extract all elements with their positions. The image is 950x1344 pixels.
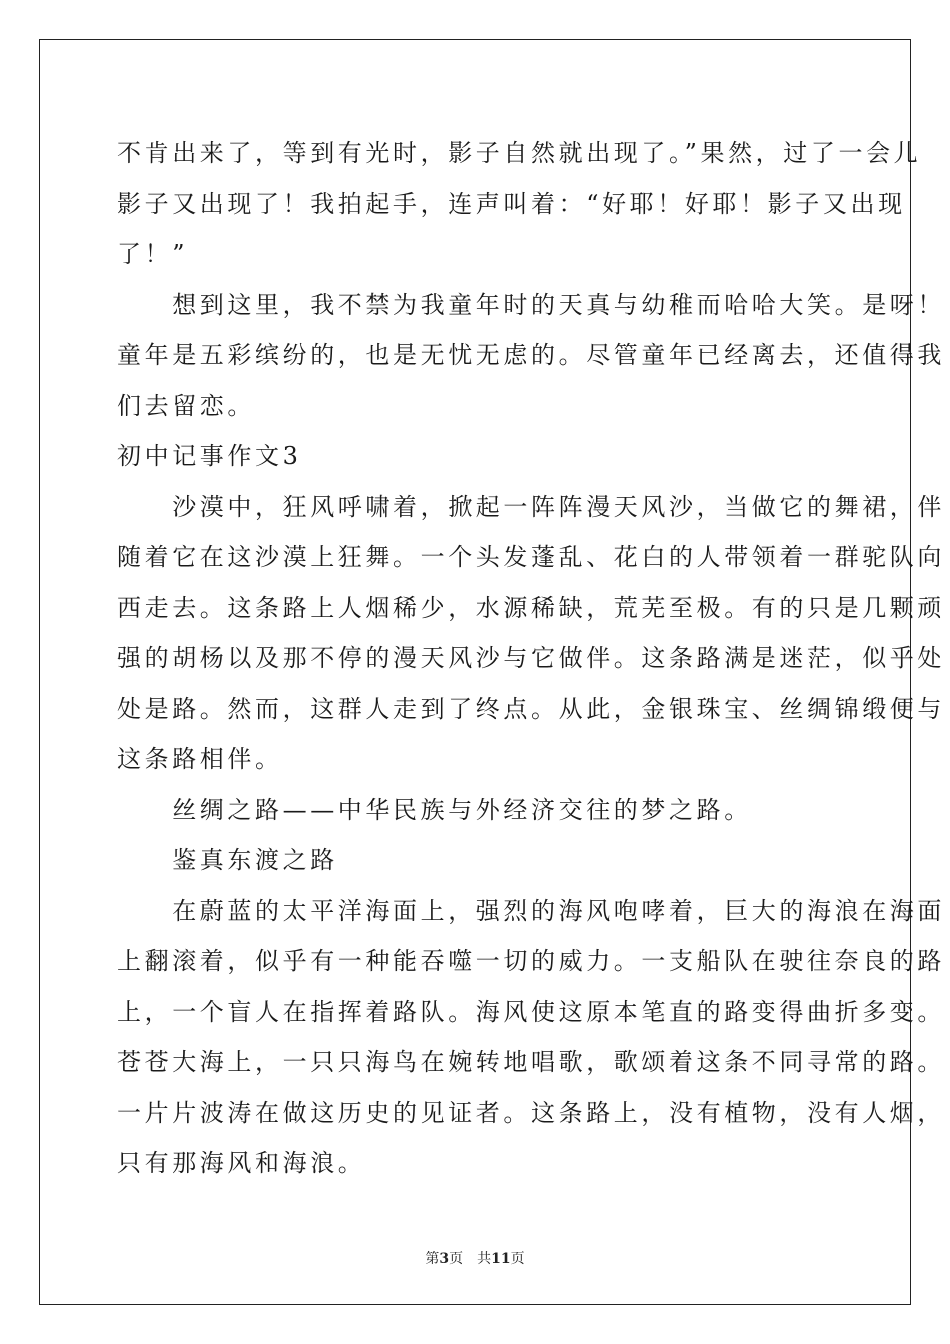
- text-line: 在蔚蓝的太平洋海面上，强烈的海风咆哮着，巨大的海浪在海面: [117, 896, 945, 925]
- page-prefix: 第: [425, 1251, 440, 1267]
- text-line: 们去留恋。: [117, 391, 255, 420]
- total-pages: 11: [491, 1251, 511, 1267]
- text-line: 想到这里，我不禁为我童年时的天真与幼稚而哈哈大笑。是呀！: [117, 290, 945, 319]
- text-line: 沙漠中，狂风呼啸着，掀起一阵阵漫天风沙，当做它的舞裙，伴: [117, 492, 945, 521]
- text-line: 随着它在这沙漠上狂舞。一个头发蓬乱、花白的人带领着一群驼队向: [117, 543, 945, 571]
- text-line: 童年是五彩缤纷的，也是无忧无虑的。尽管童年已经离去，还值得我: [117, 341, 945, 369]
- text-line: 这条路相伴。: [117, 745, 283, 773]
- text-line: 上翻滚着，似乎有一种能吞噬一切的威力。一支船队在驶往奈良的路: [117, 947, 945, 975]
- section-heading: 初中记事作文3: [117, 442, 302, 470]
- page-footer: [0, 1248, 950, 1268]
- total-suffix: 页: [510, 1251, 525, 1267]
- text-line: 一片片波涛在做这历史的见证者。这条路上，没有植物，没有人烟，: [117, 1098, 945, 1127]
- text-line: 只有那海风和海浪。: [117, 1149, 366, 1177]
- page-number: 3: [439, 1251, 450, 1267]
- text-line: 丝绸之路——中华民族与外经济交往的梦之路。: [117, 795, 752, 824]
- text-line: 上，一个盲人在指挥着路队。海风使这原本笔直的路变得曲折多变。: [117, 997, 945, 1026]
- text-line: 处是路。然而，这群人走到了终点。从此，金银珠宝、丝绸锦缎便与: [117, 694, 945, 723]
- total-prefix: 共: [477, 1251, 492, 1267]
- page-suffix: 页: [449, 1251, 464, 1267]
- subheading-line: 鉴真东渡之路: [117, 846, 338, 874]
- text-line: 西走去。这条路上人烟稀少，水源稀缺，荒芜至极。有的只是几颗顽: [117, 593, 945, 622]
- text-line: 了！”: [117, 240, 189, 268]
- text-line: 影子又出现了！我拍起手，连声叫着：“好耶！好耶！影子又出现: [117, 189, 906, 218]
- text-line: 强的胡杨以及那不停的漫天风沙与它做伴。这条路满是迷茫，似乎处: [117, 644, 945, 672]
- document-body: [117, 128, 945, 1189]
- text-line: 苍苍大海上，一只只海鸟在婉转地唱歌，歌颂着这条不同寻常的路。: [117, 1048, 945, 1076]
- text-line: 不肯出来了，等到有光时，影子自然就出现了。”果然，过了一会儿: [117, 139, 922, 167]
